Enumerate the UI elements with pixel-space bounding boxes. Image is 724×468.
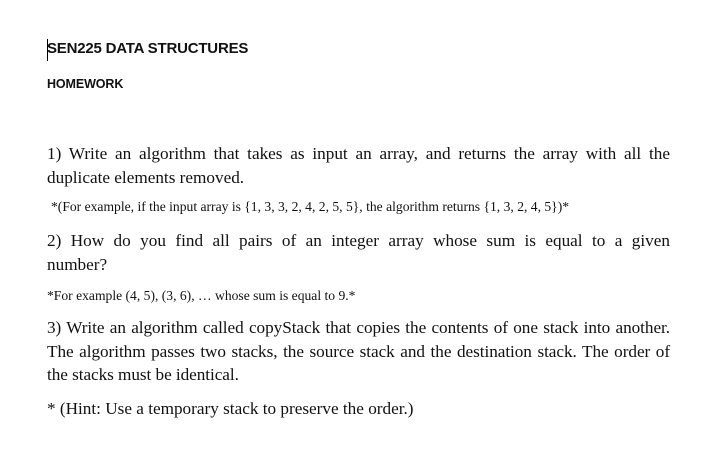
question-3-hint: * (Hint: Use a temporary stack to preserve the order.) (47, 399, 414, 418)
question-2: 2) How do you find all pairs of an integer array whose sum is equal to a given number? (47, 231, 670, 274)
question-1-example: *(For example, if the input array is {1, 3, 3, 2, 4, 2, 5, 5}, the algorithm returns {1, 3, 2, 4, 5})* (51, 199, 570, 214)
document-title: SEN225 DATA STRUCTURES (47, 40, 249, 57)
question-2-example: *For example (4, 5), (3, 6), … whose sum is equal to 9.* (47, 288, 356, 303)
document-subtitle: HOMEWORK (47, 77, 124, 91)
question-3: 3) Write an algorithm called copyStack that copies the contents of one stack into another. The algorithm passes two stacks, the source stack and the destination stack. The order of the stacks must be identical. (47, 318, 670, 384)
question-1: 1) Write an algorithm that takes as input an array, and returns the array with all the duplicate elements removed. (47, 144, 670, 187)
